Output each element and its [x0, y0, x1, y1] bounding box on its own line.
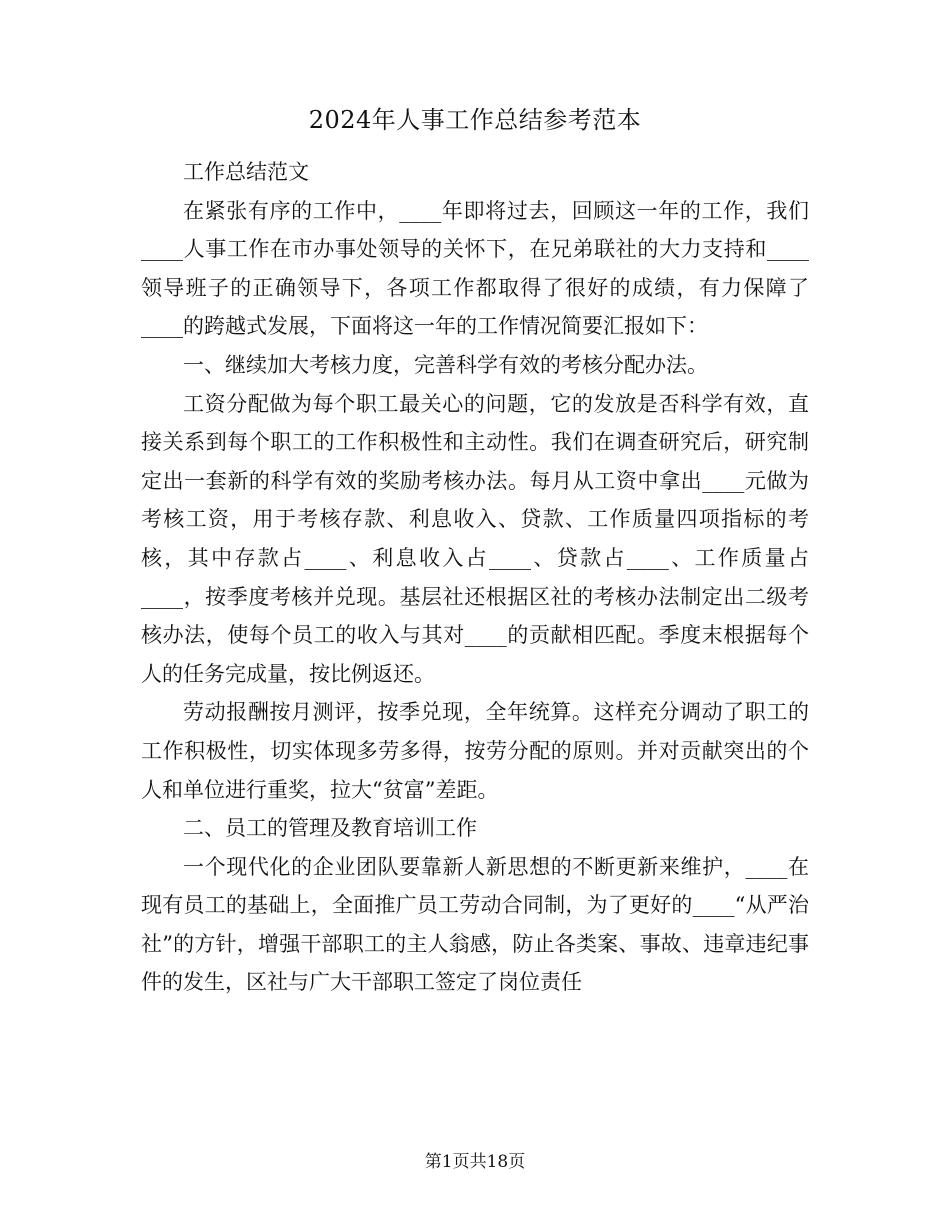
paragraph-intro: 在紧张有序的工作中，____年即将过去，回顾这一年的工作，我们____人事工作在市办事处领导的关怀下，在兄弟联社的大力支持和____领导班子的正确领导下，各项工作都取得了很好的成绩，有力保障了____的跨越式发展，下面将这一年的工作情况简要汇报如下： [141, 198, 809, 339]
page-footer: 第1页共18页 [424, 1152, 526, 1172]
document-body [141, 153, 809, 1002]
paragraph-staff: 一个现代化的企业团队要靠新人新思想的不断更新来维护，____在现有员工的基础上，全面推广员工劳动合同制，为了更好的____“从严治社”的方针，增强干部职工的主人翁感，防止各类案、事故、违章违纪事件的发生，区社与广大干部职工签定了岗位责任 [141, 854, 809, 995]
paragraph-subtitle: 工作总结范文 [183, 160, 309, 184]
section-heading-2: 二、员工的管理及教育培训工作 [183, 816, 477, 841]
section-heading-1: 一、继续加大考核力度，完善科学有效的考核分配办法。 [183, 352, 708, 377]
paragraph-reward: 劳动报酬按月测评，按季兑现，全年统算。这样充分调动了职工的工作积极性，切实体现多劳多得，按劳分配的原则。并对贡献突出的个人和单位进行重奖，拉大“贫富”差距。 [141, 700, 809, 802]
paragraph-salary: 工资分配做为每个职工最关心的问题，它的发放是否科学有效，直接关系到每个职工的工作积极性和主动性。我们在调查研究后，研究制定出一套新的科学有效的奖励考核办法。每月从工资中拿出____元做为考核工资，用于考核存款、利息收入、贷款、工作质量四项指标的考核，其中存款占____、利息收入占____、贷款占____、工作质量占____，按季度考核并兑现。基层社还根据区社的考核办法制定出二级考核办法，使每个员工的收入与其对____的贡献相匹配。季度末根据每个人的任务完成量，按比例返还。 [141, 391, 809, 686]
document-title: 2024年人事工作总结参考范本 [308, 106, 642, 134]
